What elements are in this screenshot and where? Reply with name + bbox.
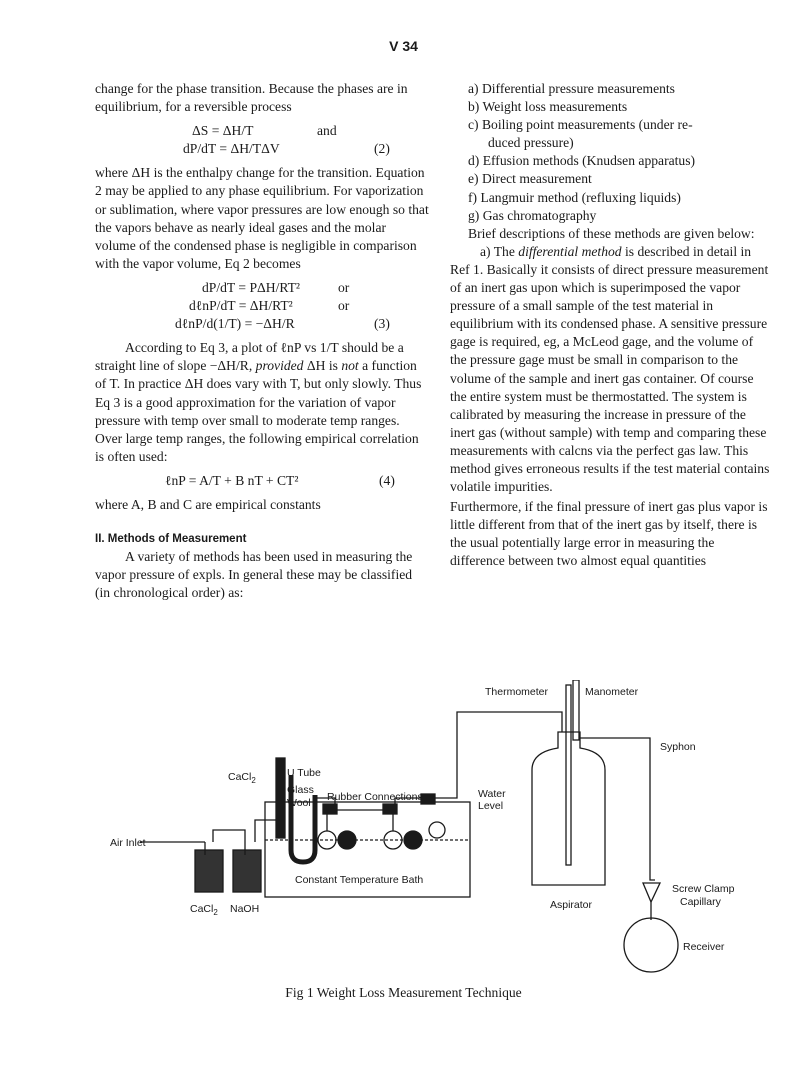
method-item: a) Differential pressure measurements <box>468 81 675 96</box>
label-receiver: Receiver <box>683 941 725 953</box>
methods-list <box>450 80 770 225</box>
eq2-line2: dP/dT = ΔH/TΔV <box>183 141 280 157</box>
right-column <box>450 80 770 571</box>
eq3-line1: dP/dT = PΔH/RT² <box>202 279 300 295</box>
label-thermometer: Thermometer <box>485 686 549 698</box>
manometer-tube <box>573 680 579 740</box>
section-heading: II. Methods of Measurement <box>95 533 247 546</box>
left-column <box>95 80 430 602</box>
eq4-expr: ℓnP = A/T + B nT + CT² <box>165 472 299 488</box>
label-bath: Constant Temperature Bath <box>295 874 424 886</box>
eq2-line1: ΔS = ΔH/T <box>192 123 254 139</box>
eq3-line1-or: or <box>338 279 350 295</box>
label-naoh: NaOH <box>230 903 260 915</box>
eq3-line2: dℓnP/dT = ΔH/RT² <box>189 298 293 314</box>
equation-2 <box>95 122 430 158</box>
label-syphon: Syphon <box>660 741 696 753</box>
label-air-inlet: Air Inlet <box>110 837 146 849</box>
syphon-tube <box>580 738 655 880</box>
aspirator-bottle <box>532 732 605 885</box>
tubing-to-aspirator <box>435 712 562 798</box>
paragraph-methods-intro: A variety of methods has been used in measuring the vapor pressure of expls. In general these may be classified (in chronological order) as: <box>95 549 413 601</box>
method-item: f) Langmuir method (refluxing liquids) <box>468 189 681 205</box>
page-number: V 34 <box>389 38 418 54</box>
u-tube-left-arm <box>276 758 285 838</box>
receiver-flask <box>624 918 678 972</box>
screw-clamp <box>643 883 660 902</box>
paragraph-differential: a) The differential method is described in detail in Ref 1. Basically it consists of direct pressure measurement of an inert gas upon which is superimposed the vapor pressure of a small sample of the test material in equilibrium with its condensed phase. A sensitive pressure gage is required, eg, a McLeod gage, and the volume of the pressure gage must be small in comparison to the volume of the sample and inert gas container. Of course the entire system must be thermostatted. The system is calibrated by measuring the increase in pressure of the inert gas (without sample) with temp and comparing these measurements with calcns via the perfect gas law. This method gives erroneous results if the test material contains volatile impurities. <box>450 243 770 495</box>
paragraph-enthalpy: where ΔH is the enthalpy change for the transition. Equation 2 may be applied to any phase equilibrium. For vaporization or sublimation, where vapor pressures are low enough so that the vapors behave as nearly ideal gases and the molar volume of the condensed phase is negligible in comparison with the vapor volume, Eq 2 becomes <box>95 165 429 271</box>
paragraph-plot: According to Eq 3, a plot of ℓnP vs 1/T should be a straight line of slope −ΔH/R, provided ΔH is not a function of T. In practice ΔH does vary with T, but only slowly. Thus Eq 3 is a good approximation for the variation of vapor pressure with temp over small to moderate temp ranges. Over large temp ranges, the following empirical correlation is often used: <box>95 340 422 464</box>
eq2-number: (2) <box>374 141 390 157</box>
method-item: e) Direct measurement <box>468 171 592 187</box>
eq3-number: (3) <box>374 316 390 332</box>
eq4-number: (4) <box>379 472 395 488</box>
method-item-continuation: duced pressure) <box>488 135 574 151</box>
method-item: b) Weight loss measurements <box>468 99 628 115</box>
drying-bottles <box>140 820 276 892</box>
figure-caption: Fig 1 Weight Loss Measurement Technique <box>285 985 522 1000</box>
label-cacl2-bottom: CaCl$_2$ <box>190 903 218 917</box>
method-item: c) Boiling point measurements (under re- <box>468 117 693 133</box>
label-capillary: Capillary <box>680 896 721 908</box>
thermometer-tube <box>566 685 571 865</box>
equation-4 <box>95 472 430 490</box>
label-screw-clamp: Screw Clamp <box>672 883 735 895</box>
method-item: d) Effusion methods (Knudsen apparatus) <box>468 153 696 169</box>
eq2-line1-and: and <box>317 123 337 139</box>
label-rubber-connections: Rubber Connections <box>327 791 423 803</box>
equation-3 <box>95 279 430 333</box>
paragraph-brief: Brief descriptions of these methods are given below: <box>468 225 755 241</box>
label-u-tube: U Tube <box>287 767 321 779</box>
label-aspirator: Aspirator <box>550 899 593 911</box>
label-water: Water <box>478 788 506 800</box>
paragraph-furthermore: Furthermore, if the final pressure of inert gas plus vapor is little different from that of the inert gas by itself, there is the usual potentially large error in measuring the difference between two almost equal quantities <box>450 499 768 569</box>
label-level: Level <box>478 800 504 812</box>
label-glass: Glass <box>287 784 314 796</box>
label-manometer: Manometer <box>585 686 639 698</box>
paragraph-constants: where A, B and C are empirical constants <box>95 496 321 512</box>
label-cacl2-top: CaCl$_2$ <box>228 771 256 785</box>
eq3-line3: dℓnP/d(1/T) = −ΔH/R <box>175 316 295 332</box>
paragraph-phase-change: change for the phase transition. Because the phases are in equilibrium, for a reversible process <box>95 81 408 115</box>
weight-loss-figure <box>95 680 795 980</box>
method-item: g) Gas chromatography <box>468 207 597 223</box>
apparatus-diagram <box>95 680 795 980</box>
eq3-line2-or: or <box>338 298 350 314</box>
label-wool: Wool <box>287 797 311 809</box>
